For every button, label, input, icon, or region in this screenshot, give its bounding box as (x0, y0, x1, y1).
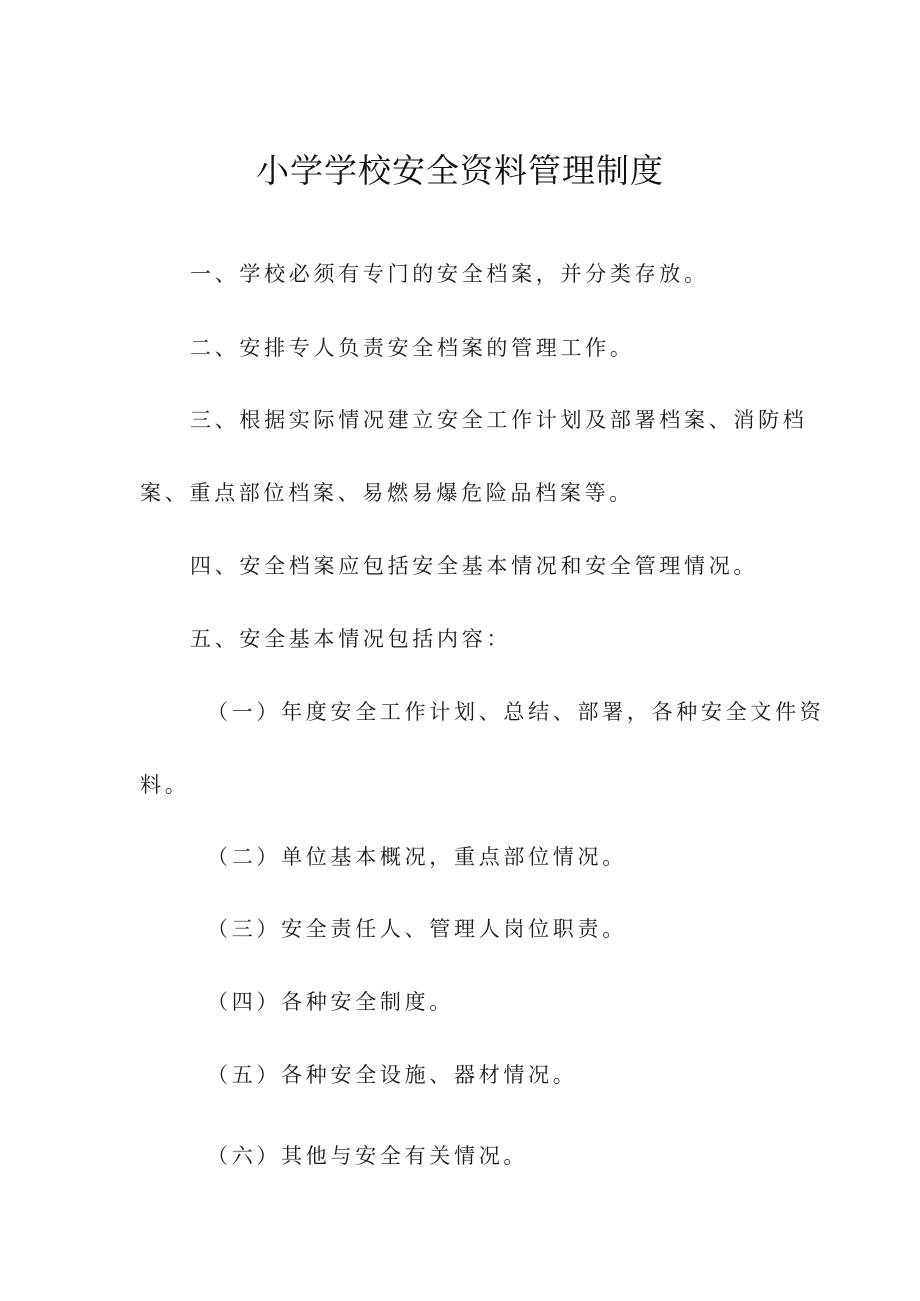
paragraph-3-line-1: 三、根据实际情况建立安全工作计划及部署档案、消防档 (190, 408, 808, 432)
paragraph-1: 一、学校必须有专门的安全档案，并分类存放。 (190, 262, 709, 286)
document-title: 小学学校安全资料管理制度 (256, 151, 664, 190)
sub-item-6: （六）其他与安全有关情况。 (207, 1144, 529, 1168)
paragraph-5: 五、安全基本情况包括内容： (190, 627, 512, 651)
sub-item-2: （二）单位基本概况，重点部位情况。 (207, 845, 627, 869)
paragraph-3-line-2: 案、重点部位档案、易燃易爆危险品档案等。 (140, 481, 634, 505)
sub-item-4: （四）各种安全制度。 (207, 990, 454, 1014)
sub-item-3: （三）安全责任人、管理人岗位职责。 (207, 917, 627, 941)
sub-item-5: （五）各种安全设施、器材情况。 (207, 1063, 578, 1087)
sub-item-1-line-2: 料。 (140, 773, 190, 797)
paragraph-2: 二、安排专人负责安全档案的管理工作。 (190, 336, 635, 360)
sub-item-1-line-1: （一）年度安全工作计划、总结、部署，各种安全文件资 (207, 700, 825, 724)
paragraph-4: 四、安全档案应包括安全基本情况和安全管理情况。 (190, 554, 759, 578)
